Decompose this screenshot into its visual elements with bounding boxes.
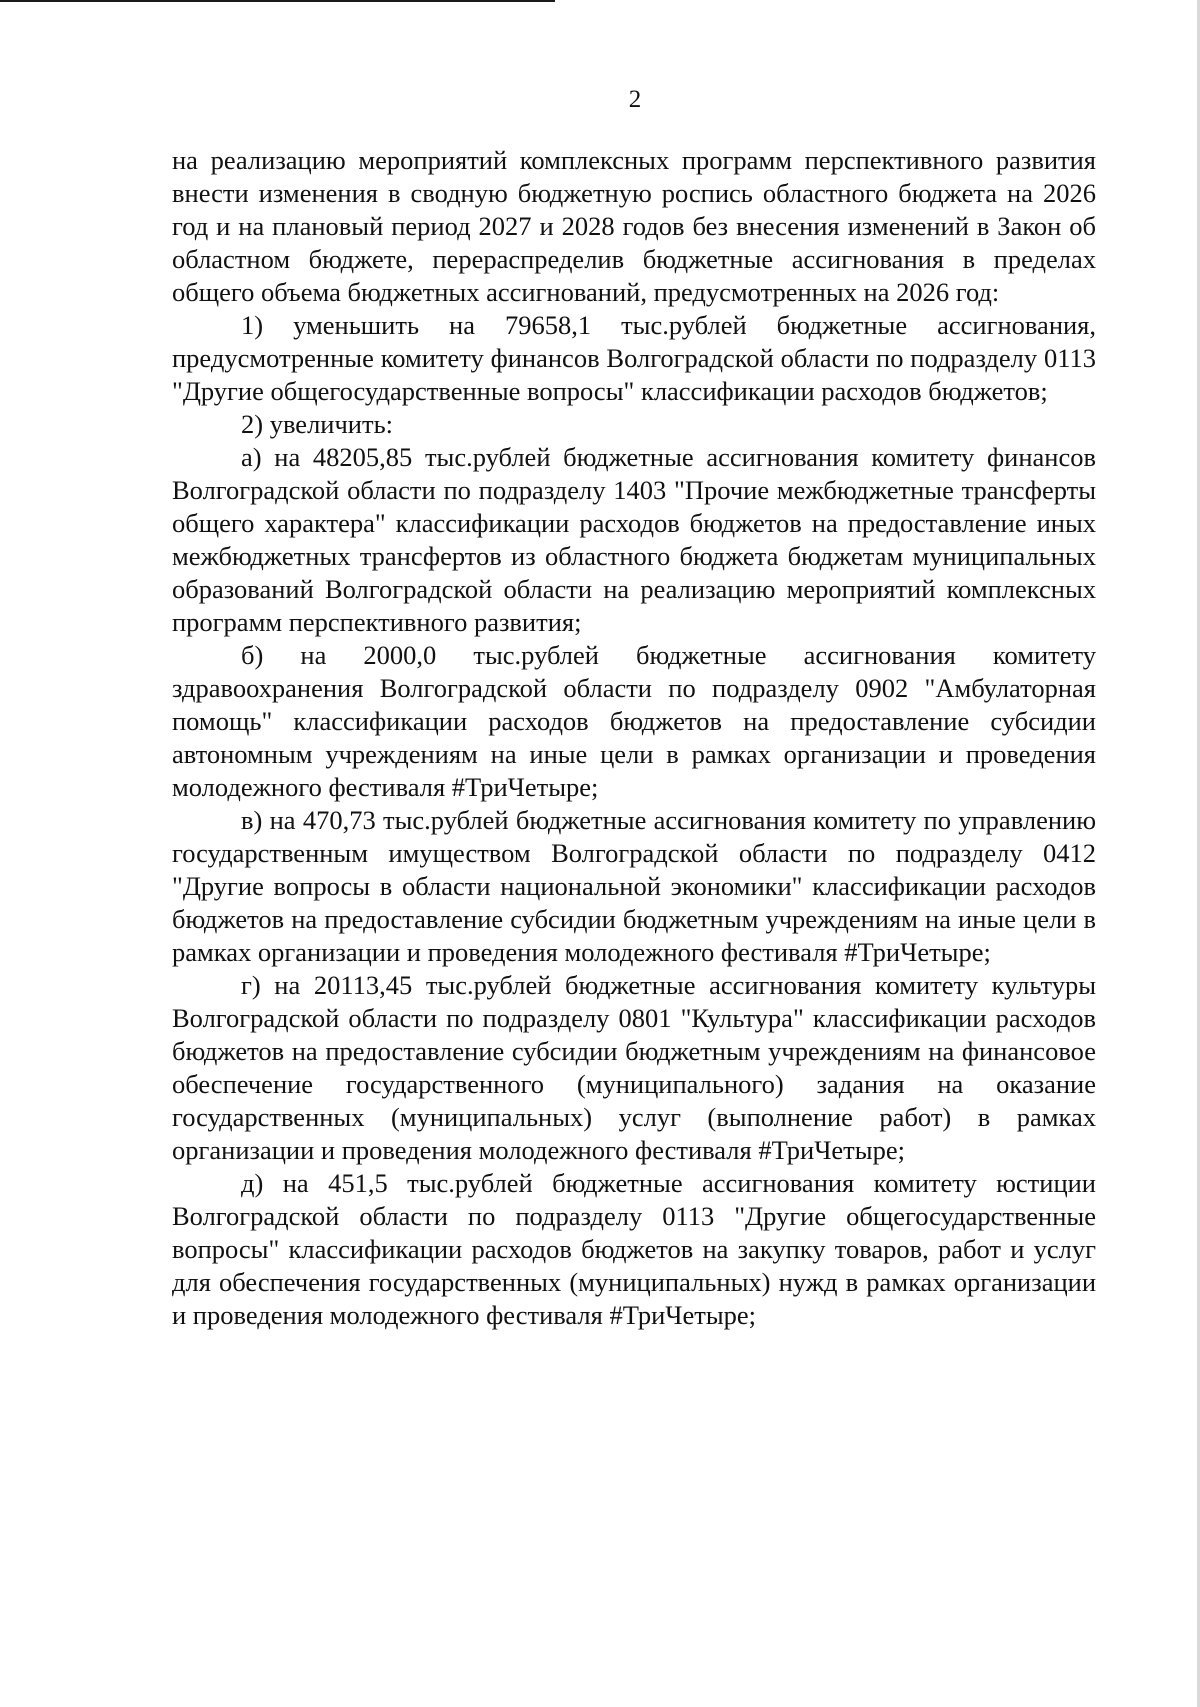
paragraph-subitem-a: а) на 48205,85 тыс.рублей бюджетные ассигнования комитету финансов Волгоградской области по подразделу 1403 "Прочие межбюджетные трансферты общего характера" классификации расходов бюджетов на предоставление иных межбюджетных трансфертов из областного бюджета бюджетам муниципальных образований Волгоградской области на реализацию мероприятий комплексных программ перспективного развития;	[172, 442, 1096, 637]
paragraph-item-1-decrease: 1) уменьшить на 79658,1 тыс.рублей бюджетные ассигнования, предусмотренные комитету финансов Волгоградской области по подразделу 0113 "Другие общегосударственные вопросы" классификации расходов бюджетов;	[172, 310, 1096, 406]
scan-edge-top	[0, 0, 555, 2]
paragraph-subitem-g: г) на 20113,45 тыс.рублей бюджетные ассигнования комитету культуры Волгоградской области по подразделу 0801 "Культура" классификации расходов бюджетов на предоставление субсидии бюджетным учреждениям на финансовое обеспечение государственного (муниципального) задания на оказание государственных (муниципальных) услуг (выполнение работ) в рамках организации и проведения молодежного фестиваля #ТриЧетыре;	[172, 970, 1096, 1165]
page-number: 2	[628, 86, 642, 113]
paragraph-subitem-d: д) на 451,5 тыс.рублей бюджетные ассигнования комитету юстиции Волгоградской области по подразделу 0113 "Другие общегосударственные вопросы" классификации расходов бюджетов на закупку товаров, работ и услуг для обеспечения государственных (муниципальных) нужд в рамках организации и проведения молодежного фестиваля #ТриЧетыре;	[172, 1168, 1096, 1330]
paragraph-item-2-increase: 2) увеличить:	[241, 409, 394, 439]
paragraph-subitem-v: в) на 470,73 тыс.рублей бюджетные ассигнования комитету по управлению государственным имуществом Волгоградской области по подразделу 0412 "Другие вопросы в области национальной экономики" классификации расходов бюджетов на предоставление субсидии бюджетным учреждениям на иные цели в рамках организации и проведения молодежного фестиваля #ТриЧетыре;	[172, 805, 1096, 967]
paragraph-intro: на реализацию мероприятий комплексных программ перспективного развития внести изменения в сводную бюджетную роспись областного бюджета на 2026 год и на плановый период 2027 и 2028 годов без внесения изменений в Закон об областном бюджете, перераспределив бюджетные ассигнования в пределах общего объема бюджетных ассигнований, предусмотренных на 2026 год:	[172, 145, 1096, 307]
document-body	[172, 144, 1096, 1332]
paragraph-subitem-b: б) на 2000,0 тыс.рублей бюджетные ассигнования комитету здравоохранения Волгоградской области по подразделу 0902 "Амбулаторная помощь" классификации расходов бюджетов на предоставление субсидии автономным учреждениям на иные цели в рамках организации и проведения молодежного фестиваля #ТриЧетыре;	[172, 640, 1096, 802]
